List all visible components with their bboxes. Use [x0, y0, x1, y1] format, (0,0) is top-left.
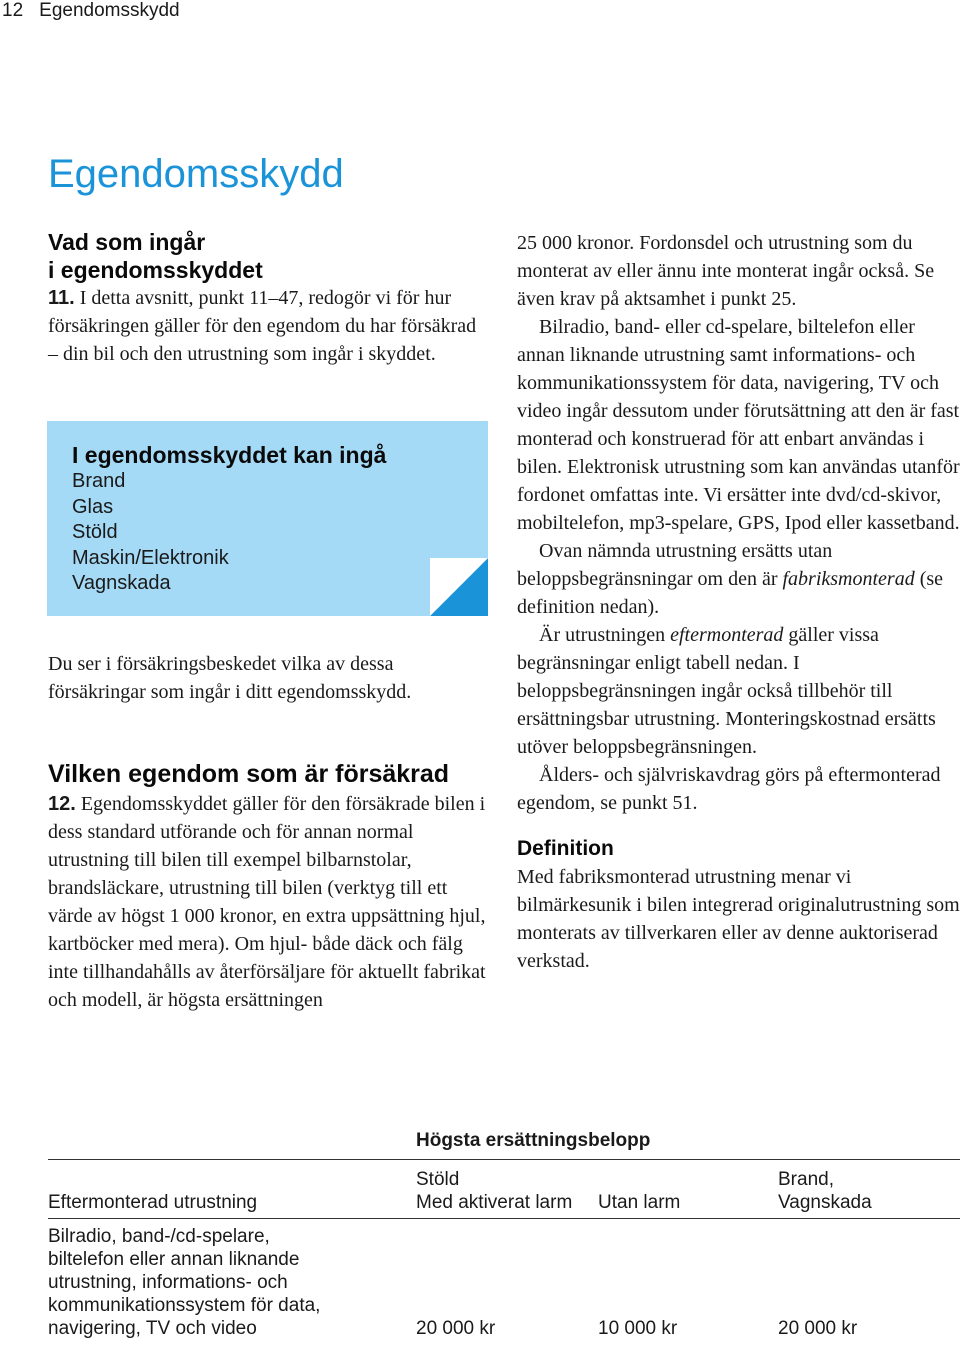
header-text: Vagnskada [778, 1192, 872, 1213]
section-heading-insured-property: Vilken egendom som är försäkrad [48, 760, 450, 788]
paragraph-11 [48, 284, 488, 368]
table-header-equipment: Eftermonterad utrustning [48, 1192, 258, 1213]
table-rule-header [48, 1218, 960, 1219]
right-paragraph-4 [517, 621, 960, 761]
table-rule-top [48, 1159, 960, 1160]
definition-heading: Definition [517, 837, 614, 860]
definition-text: Med fabriksmonterad utrustning menar vi bilmärkesunik i bilen integrerad originalutrustning som monterats av tillverkaren eller av denne auktoriserad verkstad. [517, 866, 960, 972]
coverage-item: Brand [72, 470, 126, 492]
paragraph-12 [48, 790, 488, 1014]
table-cell-value: 10 000 kr [598, 1318, 678, 1339]
page-number: 12 [2, 0, 24, 21]
text-run: Ovan nämnda utrustning ersätts utan beloppsbegränsningar om den är [517, 540, 833, 590]
header-text: Med aktiverat larm [416, 1192, 573, 1213]
page-fold-corner-icon [430, 558, 488, 616]
section-heading-line2: i egendomsskyddet [48, 257, 263, 283]
text-run: gäller vissa begränsningar enligt tabell nedan. I beloppsbegränsningen ingår också tillbehör till ersättningsbar utrustning. Monteringskostnad ersätts utöver beloppsbegränsningen. [517, 624, 936, 758]
coverage-item: Stöld [72, 521, 118, 543]
right-paragraph-1: 25 000 kronor. Fordonsdel och utrustning som du monterat av eller ännu inte monterat ingår också. Se även krav på aktsamhet i punkt 25. [517, 232, 935, 310]
table-row-label: Bilradio, band-/cd-spelare, biltelefon eller annan liknande utrustning, informations- och kommunikationssystem för data, navigering, TV och video [48, 1226, 321, 1339]
emphasis: fabriksmonterad [782, 568, 915, 590]
table-header-fire [778, 1168, 872, 1214]
page-header [2, 0, 180, 22]
coverage-item: Vagnskada [72, 572, 171, 594]
header-text: Brand, [778, 1169, 834, 1190]
paragraph-number: 11. [48, 287, 75, 309]
header-text: Stöld [416, 1169, 460, 1190]
paragraph-number: 12. [48, 793, 76, 815]
table-header-no-alarm: Utan larm [598, 1192, 681, 1213]
left-column-bottom [48, 790, 488, 1014]
section-heading [48, 228, 488, 284]
table-cell-value: 20 000 kr [778, 1318, 858, 1339]
emphasis: eftermonterad [670, 624, 784, 646]
coverage-info-box [47, 421, 488, 616]
text-run: (se definition nedan). [517, 568, 944, 618]
right-paragraph-3 [517, 537, 960, 621]
right-column [517, 229, 960, 975]
after-box-paragraph: Du ser i försäkringsbeskedet vilka av dessa försäkringar som ingår i ditt egendomsskydd. [48, 653, 412, 703]
section-heading-line1: Vad som ingår [48, 229, 206, 255]
right-paragraph-5: Ålders- och självriskavdrag görs på eftermonterad egendom, se punkt 51. [517, 764, 941, 814]
paragraph-text: Egendomsskyddet gäller för den försäkrade bilen i dess standard utförande och för annan normal utrustning till bilen till exempel bilbarnstolar, brandsläckare, utrustning till bilen (verktyg till ett värde av högst 1 000 kronor, en extra uppsättning hjul, kartböcker med mera). Om hjul- både däck och fälg inte tillhandahålls av återförsäljare för aktuellt fabrikat och modell, är högsta ersättningen [48, 793, 486, 1011]
table-cell-value: 20 000 kr [416, 1318, 496, 1339]
coverage-item: Maskin/Elektronik [72, 546, 229, 569]
table-header-theft [416, 1168, 572, 1214]
coverage-item: Glas [72, 495, 114, 518]
paragraph-text: I detta avsnitt, punkt 11–47, redogör vi för hur försäkringen gäller för den egendom du har försäkrad – din bil och den utrustning som ingår i skyddet. [48, 287, 477, 365]
info-box-title: I egendomsskyddet kan ingå [72, 442, 387, 468]
right-paragraph-2: Bilradio, band- eller cd-spelare, biltelefon eller annan liknande utrustning samt informations- och kommunikationssystem för data, navigering, TV och video ingår dessutom under förutsättning att den är fast monterad och konstruerad för att enbart användas i bilen. Elektronisk utrustning som kan användas utanför fordonet omfattas inte. Vi ersätter inte dvd/cd-skivor, mobiltelefon, mp3-spelare, GPS, Ipod eller kassetband. [517, 316, 960, 534]
after-box-text [48, 650, 488, 706]
left-column-top [48, 228, 488, 368]
coverage-list [72, 441, 386, 597]
text-run: Är utrustningen [539, 624, 671, 646]
header-section: Egendomsskydd [39, 0, 180, 21]
page-title: Egendomsskydd [48, 152, 344, 196]
table-group-header: Högsta ersättningsbelopp [416, 1130, 651, 1151]
